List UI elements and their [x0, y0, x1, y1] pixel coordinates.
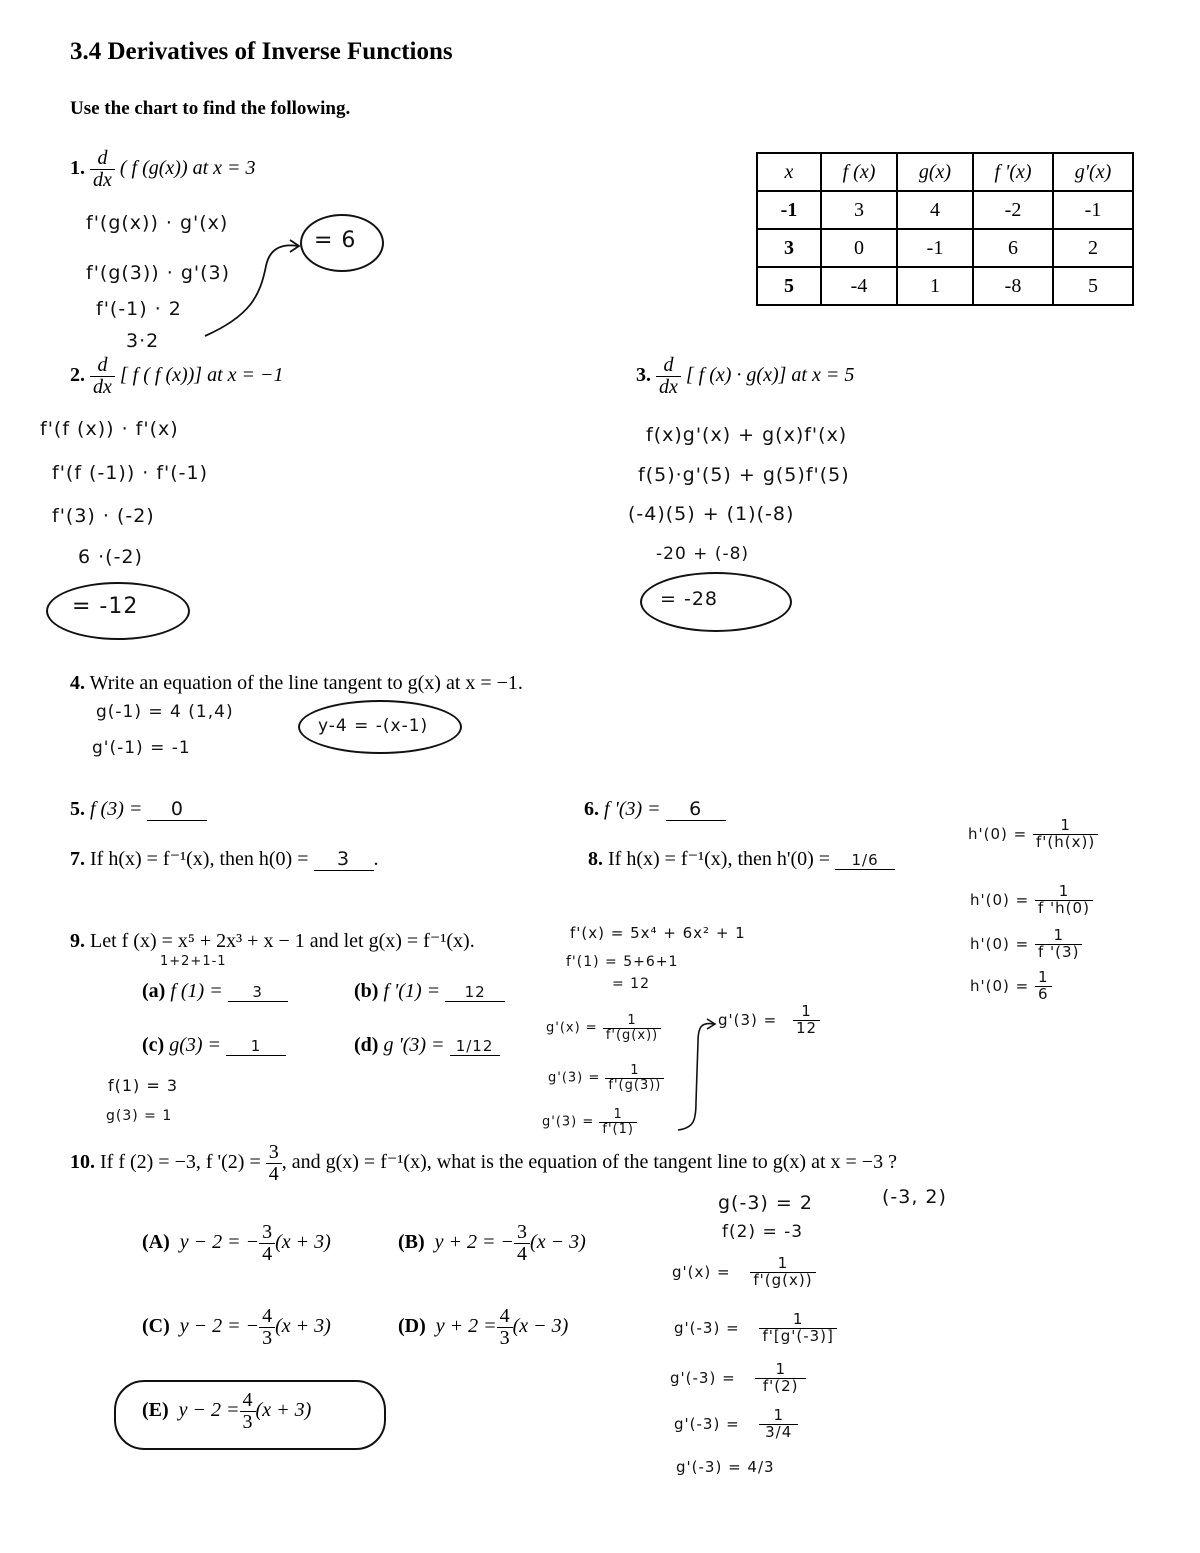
q2-work-line: f'(3) · (-2): [52, 505, 155, 527]
q1-work-line: 3·2: [126, 330, 160, 352]
answer-blank[interactable]: 3: [228, 983, 288, 1002]
q9-side-work: f'(1) = 5+6+1: [566, 954, 679, 970]
derivative-operator: $\frac{d}{dx}$: [90, 148, 115, 191]
bracket-arrow-icon: [676, 1012, 720, 1136]
q8-work-line: h'(0) = $\frac{1}{f '(3)}$: [970, 928, 1082, 961]
table-cell: -4: [821, 267, 897, 305]
choice-a[interactable]: (A) y − 2 = − $\frac{3}{4}$ (x + 3): [142, 1221, 331, 1265]
q4-answer: y-4 = -(x-1): [318, 716, 429, 736]
question-6: [584, 798, 726, 821]
question-3: [636, 355, 854, 398]
q2-work-line: 6 ·(-2): [78, 546, 143, 568]
q9-left-work: f(1) = 3: [108, 1076, 179, 1095]
table-header: g'(x): [1053, 153, 1133, 191]
question-text: If f (2) = −3, f '(2) =: [100, 1151, 261, 1174]
q9-mid-work: g'(x) = $\frac{1}{f'(g(x))}$: [546, 1014, 661, 1042]
q3-work-line: f(5)·g'(5) + g(5)f'(5): [638, 464, 850, 486]
table-header: g(x): [897, 153, 973, 191]
q3-answer: = -28: [660, 588, 718, 610]
table-header-row: [757, 153, 1133, 191]
choice-c[interactable]: (C) y − 2 = − $\frac{4}{3}$ (x + 3): [142, 1305, 331, 1349]
table-row: [757, 267, 1133, 305]
table-cell: 0: [821, 229, 897, 267]
question-9d: (d) g '(3) = 1/12: [354, 1034, 500, 1057]
q10-final: g'(-3) = 4/3: [676, 1458, 775, 1476]
table-cell: 1: [897, 267, 973, 305]
question-9a: (a) f (1) = 3: [142, 980, 288, 1003]
question-1: [70, 148, 256, 191]
q10-work: g'(-3) = $\frac{1}{f'[g'(-3)]}$: [674, 1312, 837, 1345]
question-9: [70, 928, 475, 953]
question-9c: (c) g(3) = 1: [142, 1034, 286, 1057]
q1-work-line: f'(g(3)) · g'(3): [86, 262, 231, 284]
question-number: 2.: [70, 364, 85, 387]
page-title: 3.4 Derivatives of Inverse Functions: [70, 38, 453, 65]
q3-work-line: -20 + (-8): [656, 544, 750, 564]
q8-work-line: h'(0) = $\frac{1}{f'(h(x))}$: [968, 818, 1098, 851]
choice-b[interactable]: (B) y + 2 = − $\frac{3}{4}$ (x − 3): [398, 1221, 586, 1265]
q10-work: g'(-3) = $\frac{1}{3/4}$: [674, 1408, 798, 1441]
question-text: If h(x) = f⁻¹(x), then h'(0) =: [608, 848, 831, 870]
table-cell: 5: [1053, 267, 1133, 305]
question-expression: [ f ( f (x))] at x = −1: [119, 364, 284, 387]
question-text: If h(x) = f⁻¹(x), then h(0) =: [90, 848, 309, 870]
q2-work-line: f'(f (x)) · f'(x): [40, 418, 179, 440]
q10-work: g'(-3) = $\frac{1}{f'(2)}$: [670, 1362, 806, 1395]
question-number: 4.: [70, 672, 85, 694]
derivative-operator: $\frac{d}{dx}$: [90, 355, 115, 398]
q3-work-line: f(x)g'(x) + g(x)f'(x): [646, 424, 848, 446]
question-2: [70, 355, 284, 398]
q9-mid-work: g'(3) = $\frac{1}{f'(g(3))}$: [548, 1064, 664, 1092]
question-text: f '(3) =: [604, 798, 661, 820]
q9-under-work: 1+2+1-1: [160, 954, 227, 969]
q10-work-top: g(-3) = 2: [718, 1192, 813, 1214]
table-cell: -8: [973, 267, 1053, 305]
answer-blank[interactable]: 3: [314, 848, 374, 871]
q1-work-line: f'(g(x)) · g'(x): [86, 212, 229, 234]
q9-side-work: f'(x) = 5x⁴ + 6x² + 1: [570, 924, 746, 942]
question-number: 10.: [70, 1151, 95, 1174]
table-cell: -1: [897, 229, 973, 267]
q1-work-line: f'(-1) · 2: [96, 298, 182, 320]
choice-d[interactable]: (D) y + 2 = $\frac{4}{3}$ (x − 3): [398, 1305, 569, 1349]
table-header: f (x): [821, 153, 897, 191]
answer-blank[interactable]: 12: [445, 983, 505, 1002]
choice-e[interactable]: (E) y − 2 = $\frac{4}{3}$ (x + 3): [142, 1389, 312, 1433]
question-4: [70, 672, 523, 695]
q8-work-line: h'(0) = $\frac{1}{6}$: [970, 970, 1052, 1003]
q9-left-work: g(3) = 1: [106, 1108, 173, 1124]
q9-side-work: = 12: [612, 976, 650, 992]
q9-result: g'(3) = $\frac{1}{12}$: [718, 1004, 820, 1037]
question-text: Let f (x) = x⁵ + 2x³ + x − 1 and let g(x) = f⁻¹(x).: [90, 930, 475, 952]
q10-work-top: (-3, 2): [882, 1186, 947, 1208]
question-text: , and g(x) = f⁻¹(x), what is the equation of the tangent line to g(x) at x = −3 ?: [281, 1151, 897, 1174]
table-cell: 5: [757, 267, 821, 305]
question-10: [70, 1142, 897, 1185]
table-cell: -1: [1053, 191, 1133, 229]
table-header: x: [757, 153, 821, 191]
q1-answer: = 6: [314, 228, 357, 253]
q10-work: g'(x) = $\frac{1}{f'(g(x))}$: [672, 1256, 816, 1289]
period: .: [373, 848, 379, 870]
question-text: Write an equation of the line tangent to g(x) at x = −1.: [89, 672, 523, 694]
question-number: 6.: [584, 798, 599, 820]
question-number: 3.: [636, 364, 651, 387]
question-text: f (3) =: [90, 798, 143, 820]
question-expression: [ f (x) · g(x)] at x = 5: [685, 364, 855, 387]
table-cell: 2: [1053, 229, 1133, 267]
arrow-icon: [200, 236, 310, 346]
table-row: [757, 229, 1133, 267]
table-cell: -1: [757, 191, 821, 229]
q2-work-line: f'(f (-1)) · f'(-1): [52, 462, 209, 484]
table-cell: 3: [757, 229, 821, 267]
q10-work-top: f(2) = -3: [722, 1222, 804, 1242]
question-expression: ( f (g(x)) at x = 3: [119, 157, 256, 180]
instruction: Use the chart to find the following.: [70, 98, 351, 119]
function-table: [756, 152, 1134, 306]
question-7: [70, 846, 379, 871]
derivative-operator: $\frac{d}{dx}$: [656, 355, 681, 398]
table-cell: 4: [897, 191, 973, 229]
question-number: 7.: [70, 848, 85, 870]
q2-answer: = -12: [72, 594, 139, 619]
question-8: [588, 846, 895, 871]
answer-blank[interactable]: 0: [147, 798, 207, 821]
question-number: 9.: [70, 930, 85, 952]
q8-work-line: h'(0) = $\frac{1}{f 'h(0)}$: [970, 884, 1093, 917]
answer-blank[interactable]: 1/12: [450, 1037, 500, 1056]
q4-work-line: g(-1) = 4 (1,4): [96, 702, 234, 722]
q9-mid-work: g'(3) = $\frac{1}{f'(1)}$: [542, 1108, 637, 1136]
q4-work-line: g'(-1) = -1: [92, 738, 191, 758]
question-number: 5.: [70, 798, 85, 820]
question-number: 1.: [70, 157, 85, 180]
question-number: 8.: [588, 848, 603, 870]
fraction: $\frac{3}{4}$: [266, 1142, 282, 1185]
table-row: [757, 191, 1133, 229]
answer-blank[interactable]: 1/6: [835, 851, 895, 870]
question-5: [70, 798, 207, 821]
table-header: f '(x): [973, 153, 1053, 191]
table-cell: 6: [973, 229, 1053, 267]
question-9b: (b) f '(1) = 12: [354, 980, 505, 1003]
table-cell: 3: [821, 191, 897, 229]
q3-work-line: (-4)(5) + (1)(-8): [628, 503, 795, 525]
answer-blank[interactable]: 6: [666, 798, 726, 821]
table-cell: -2: [973, 191, 1053, 229]
answer-blank[interactable]: 1: [226, 1037, 286, 1056]
